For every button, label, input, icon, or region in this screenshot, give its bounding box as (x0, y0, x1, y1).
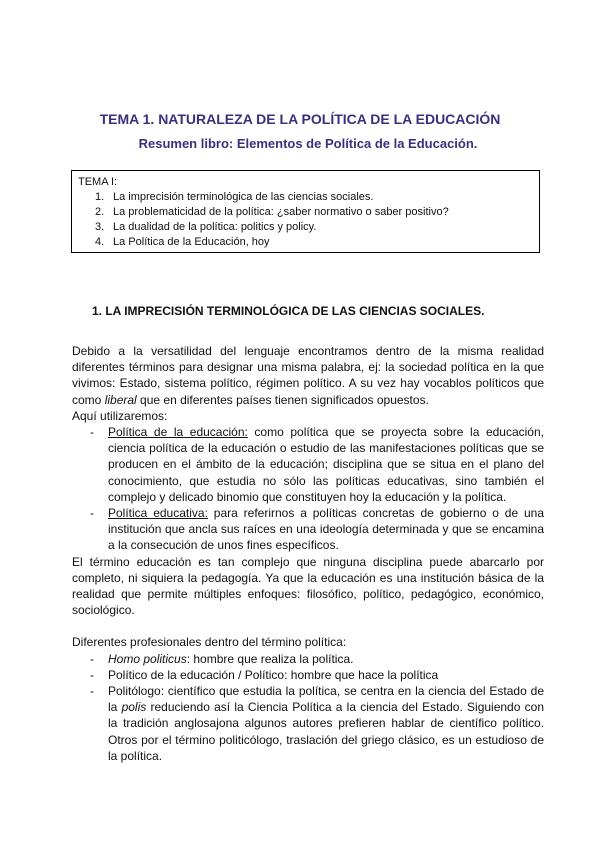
list-dash: - (90, 506, 94, 521)
toc-item-number: 2. (95, 206, 105, 218)
document-title: TEMA 1. NATURALEZA DE LA POLÍTICA DE LA EDUCACIÓN (99, 111, 501, 127)
list-item-text: reduciendo así la Ciencia Política a la ciencia del Estado. Siguiendo con la tradición anglosajona algunos autores prefieren hablar de científico político. Otros por el término politicólogo, traslación del griego clásico, es un estudioso de la política. (108, 700, 544, 763)
toc-item-number: 1. (95, 191, 105, 203)
list-item-text: : hombre que realiza la política. (186, 651, 354, 666)
text-run: que en diferentes países tienen significados opuestos. (136, 392, 429, 407)
italic-term: liberal (104, 392, 137, 407)
professionals-list (72, 651, 544, 764)
list-dash: - (90, 684, 94, 699)
definitions-list (72, 424, 544, 554)
toc-item (78, 205, 533, 220)
toc-item (78, 235, 533, 250)
italic-term: Homo politicus (108, 651, 187, 666)
paragraph-spacer (72, 618, 544, 634)
paragraph-professionals: Diferentes profesionales dentro del término política: (72, 635, 347, 650)
toc-item-number: 3. (95, 221, 105, 233)
list-item (72, 505, 544, 554)
paragraph-versatility (72, 343, 544, 408)
list-item-text: para referirnos a políticas concretas de gobierno o de una institución que ancla sus raíces en una ideología determinada y que se encamina a la consecución de unos fines específicos. (108, 506, 545, 553)
document-subtitle: Resumen libro: Elementos de Política de la Educación. (138, 136, 478, 151)
list-item (72, 651, 544, 667)
paragraph-intro: Aquí utilizaremos: (72, 408, 168, 423)
list-item (72, 424, 544, 505)
toc-heading: TEMA I: (78, 176, 118, 188)
list-item-text: Político de la educación / Político: hombre que hace la política (108, 667, 439, 682)
paragraph-education: El término educación es tan complejo que ninguna disciplina puede abarcarlo por completo, ni siquiera la pedagogía. Ya que la educación es una institución básica de la realidad que permite múltiples enfoques: filosófico, político, pedagógico, económico, sociológico. (72, 554, 544, 618)
toc-list (78, 190, 533, 250)
toc-item-label: La problematicidad de la política: ¿saber normativo o saber positivo? (113, 206, 449, 218)
toc-item (78, 220, 533, 235)
toc-item-number: 4. (95, 236, 105, 248)
list-dash: - (90, 651, 94, 666)
section-heading: 1. LA IMPRECISIÓN TERMINOLÓGICA DE LAS CIENCIAS SOCIALES. (92, 304, 485, 318)
text-run: Debido a la versatilidad del lenguaje encontramos dentro de la misma realidad diferentes términos para designar una misma palabra, ej: la sociedad política en la que vivimos: Estado, sistema político, régimen político. A su vez hay vocablos políticos que como (72, 344, 544, 407)
list-item (72, 667, 544, 683)
list-dash: - (90, 667, 94, 682)
underlined-term: Política educativa: (108, 506, 208, 521)
table-of-contents-box (71, 170, 540, 253)
list-item-text: Politólogo: científico que estudia la política, se centra en la ciencia del Estado de la (108, 684, 544, 715)
section-body (72, 343, 544, 764)
list-dash: - (90, 425, 94, 440)
toc-item-label: La Política de la Educación, hoy (113, 236, 270, 248)
list-item (72, 683, 544, 764)
list-item-text: como política que se proyecta sobre la educación, ciencia política de la educación o estudio de las manifestaciones políticas que se producen en el ámbito de la educación; disciplina que se situa en el plano del conocimiento, que estudia no sólo las políticas educativas, sino también el complejo y delicado binomio que constituyen hoy la educación y la política. (108, 425, 544, 504)
italic-term: polis (121, 700, 147, 715)
toc-item-label: La imprecisión terminológica de las ciencias sociales. (113, 191, 374, 203)
underlined-term: Política de la educación: (108, 425, 248, 440)
toc-item (78, 190, 533, 205)
toc-item-label: La dualidad de la política: politics y policy. (113, 221, 317, 233)
